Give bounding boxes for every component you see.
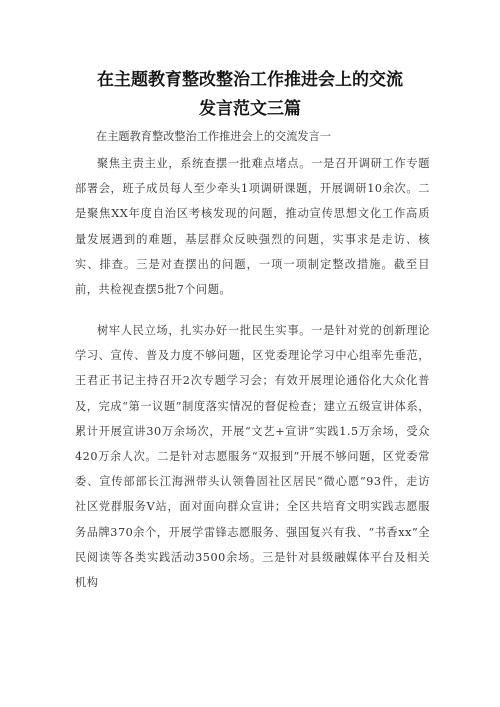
document-title-line1: 在主题教育整改整治工作推进会上的交流 bbox=[97, 70, 403, 90]
section-heading: 在主题教育整改整治工作推进会上的交流发言一 bbox=[96, 130, 331, 143]
body-paragraph: 聚焦主责主业，系统查摆一批难点堵点。一是召开调研工作专题部署会，班子成员每人至少牵头1项调研课题，开展调研10余次。二是聚焦XX年度自治区考核发现的问题，推动宣传思想文化工作高质量发展遇到的难题，基层群众反映强烈的问题，实事求是走访、核实、排查。三是对查摆出的问题，一项一项制定整改措施。截至目前，共检视查摆5批7个问题。 bbox=[75, 157, 430, 297]
document-title-line2: 发言范文三篇 bbox=[199, 99, 301, 119]
body-paragraph: 树牢人民立场，扎实办好一批民生实事。一是针对党的创新理论学习、宣传、普及力度不够问题，区党委理论学习中心组率先垂范，王君正书记主持召开2次专题学习会；有效开展理论通俗化大众化普及，完成“第一议题”制度落实情况的督促检查；建立五级宣讲体系，累计开展宣讲30万余场次，开展“文艺+宣讲”实践1.5万余场，受众420万余人次。二是针对志愿服务“双报到”开展不够问题，区党委常委、宣传部部长江海洲带头认领鲁固社区居民“微心愿”93件，走访社区党群服务V站，面对面向群众宣讲；全区共培育文明实践志愿服务品牌370余个，开展学雷锋志愿服务、强国复兴有我、“书香xx”全民阅读等各类实践活动3500余场。三是针对县级融媒体平台及相关机构 bbox=[75, 324, 430, 590]
